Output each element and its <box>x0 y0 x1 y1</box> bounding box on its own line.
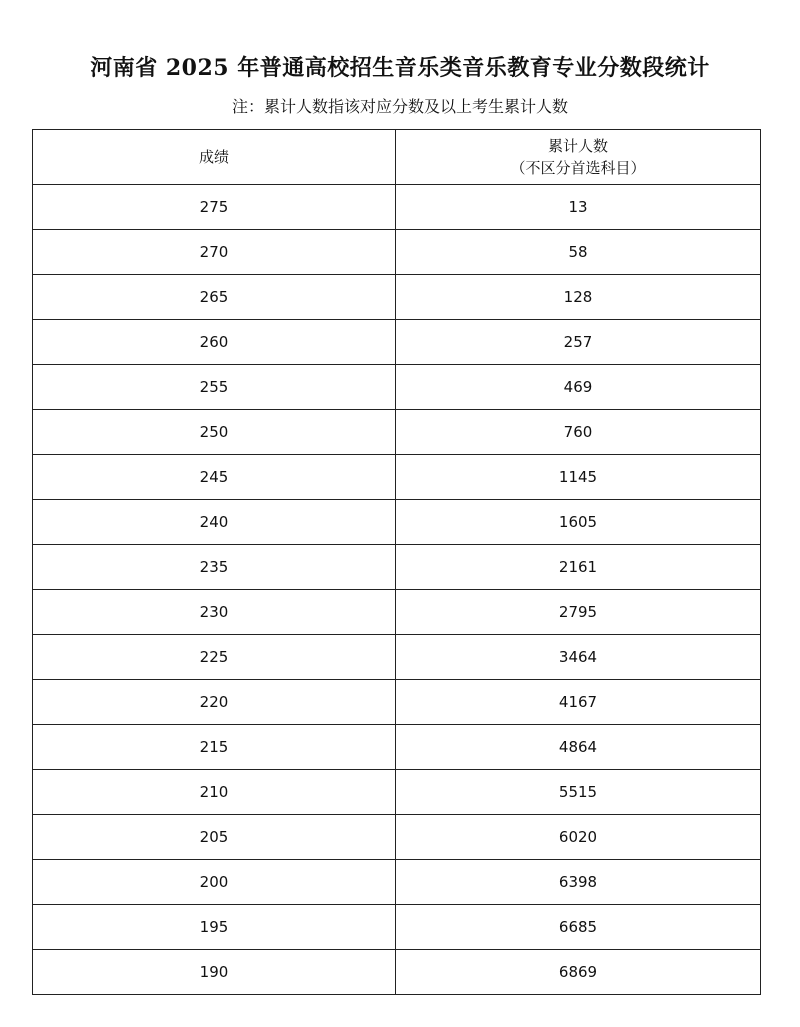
score-cell: 240 <box>33 500 396 545</box>
cumulative-count-cell: 3464 <box>396 635 761 680</box>
cumulative-count-cell: 257 <box>396 320 761 365</box>
score-cell: 220 <box>33 680 396 725</box>
document-title: 河南省 2025 年普通高校招生音乐类音乐教育专业分数段统计 <box>90 55 710 81</box>
header-count-sublabel: （不区分首选科目） <box>510 159 646 177</box>
cumulative-count-cell: 1145 <box>396 455 761 500</box>
score-cell: 215 <box>33 725 396 770</box>
score-cell: 200 <box>33 860 396 905</box>
header-score-label: 成绩 <box>198 148 229 166</box>
table-row <box>33 320 761 365</box>
table-header <box>33 130 761 185</box>
cumulative-count-cell: 128 <box>396 275 761 320</box>
table-row <box>33 455 761 500</box>
document-note: 注：累计人数指该对应分数及以上考生累计人数 <box>231 97 568 116</box>
score-cell: 195 <box>33 905 396 950</box>
cumulative-count-cell: 58 <box>396 230 761 275</box>
score-distribution-table <box>32 129 761 995</box>
score-cell: 205 <box>33 815 396 860</box>
table-row <box>33 905 761 950</box>
score-cell: 270 <box>33 230 396 275</box>
cumulative-count-cell: 5515 <box>396 770 761 815</box>
table-row <box>33 815 761 860</box>
score-cell: 245 <box>33 455 396 500</box>
score-cell: 250 <box>33 410 396 455</box>
table-row <box>33 410 761 455</box>
score-cell: 235 <box>33 545 396 590</box>
cumulative-count-cell: 6685 <box>396 905 761 950</box>
header-score <box>33 130 396 185</box>
table-row <box>33 185 761 230</box>
score-cell: 260 <box>33 320 396 365</box>
table-body <box>33 185 761 995</box>
cumulative-count-cell: 6869 <box>396 950 761 995</box>
cumulative-count-cell: 2795 <box>396 590 761 635</box>
score-cell: 275 <box>33 185 396 230</box>
cumulative-count-cell: 6020 <box>396 815 761 860</box>
table-row <box>33 500 761 545</box>
table-row <box>33 725 761 770</box>
header-count-label: 累计人数 <box>547 137 608 155</box>
table-row <box>33 230 761 275</box>
table-row <box>33 635 761 680</box>
score-cell: 230 <box>33 590 396 635</box>
score-cell: 265 <box>33 275 396 320</box>
score-cell: 255 <box>33 365 396 410</box>
table-row <box>33 365 761 410</box>
table-row <box>33 950 761 995</box>
cumulative-count-cell: 469 <box>396 365 761 410</box>
table-row <box>33 680 761 725</box>
table-row <box>33 770 761 815</box>
score-cell: 210 <box>33 770 396 815</box>
score-cell: 190 <box>33 950 396 995</box>
cumulative-count-cell: 4864 <box>396 725 761 770</box>
table-row <box>33 590 761 635</box>
table-row <box>33 275 761 320</box>
score-cell: 225 <box>33 635 396 680</box>
header-cumulative-count <box>396 130 761 185</box>
table-row <box>33 860 761 905</box>
cumulative-count-cell: 1605 <box>396 500 761 545</box>
cumulative-count-cell: 6398 <box>396 860 761 905</box>
cumulative-count-cell: 4167 <box>396 680 761 725</box>
table-header-row <box>33 130 761 185</box>
cumulative-count-cell: 13 <box>396 185 761 230</box>
table-row <box>33 545 761 590</box>
cumulative-count-cell: 760 <box>396 410 761 455</box>
cumulative-count-cell: 2161 <box>396 545 761 590</box>
